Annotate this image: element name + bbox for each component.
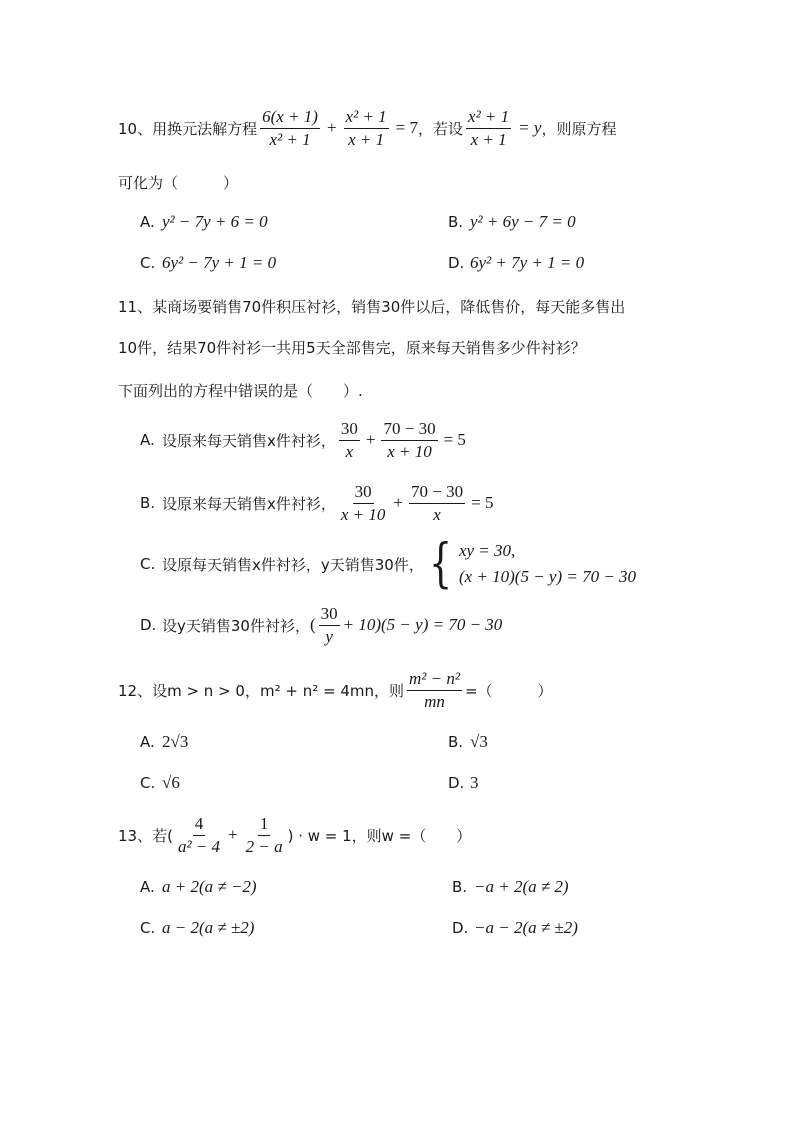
q10-text3: ，则原方程 — [541, 119, 617, 138]
q13-number: 13、 — [118, 826, 153, 845]
q12-option-a: A. 2√3 — [140, 732, 189, 751]
q11-option-a: A. 设原来每天销售x件衬衫， $\frac{30}{x}$ + $\frac{70 - 30}{x + 10}$ = 5 — [140, 418, 466, 461]
q12-stem: 12、 设m > n > 0，m² + n² = 4mn，则 $\frac{\text{m² − n²}}{mn}$ =（ ） — [118, 668, 553, 711]
q12-option-c: C. √6 — [140, 773, 180, 792]
q13-option-d: D. −a − 2(a ≠ ±2) — [452, 918, 578, 937]
q13-option-b: B. −a + 2(a ≠ 2) — [452, 877, 569, 896]
q10-text1: 用换元法解方程 — [152, 119, 258, 138]
q10-option-a: A. y² − 7y + 6 = 0 — [140, 212, 268, 231]
q13-option-c: C. a − 2(a ≠ ±2) — [140, 918, 255, 937]
q10-eq-fraction-1: $\frac{6(x + 1)}{\text{x² + 1}}$ — [262, 106, 318, 149]
q11-stem-line2: 10件，结果70件衬衫一共用5天全部售完，原来每天销售多少件衬衫？ — [118, 338, 586, 357]
q11-stem-line3: 下面列出的方程中错误的是（ ）. — [118, 381, 363, 400]
q13-option-a: A. a + 2(a ≠ −2) — [140, 877, 257, 896]
q10-number: 10、 — [118, 119, 153, 138]
q13-stem: 13、 若( $\frac{4}{\text{a² − 4}}$ + $\frac{1}{2 - a}$ ) · w = 1，则w =（ ） — [118, 813, 472, 856]
q11-option-b: B. 设原来每天销售x件衬衫， $\frac{30}{x + 10}$ + $\frac{70 - 30}{x}$ = 5 — [140, 481, 494, 524]
q10-option-c: C. 6y² − 7y + 1 = 0 — [140, 253, 277, 272]
q12-fraction: $\frac{\text{m² − n²}}{mn}$ — [408, 668, 460, 711]
left-brace: { — [428, 534, 452, 594]
q12-number: 12、 — [118, 681, 153, 700]
q11-number: 11、 — [118, 297, 153, 316]
q11-stem-line1: 11、 某商场要销售70件积压衬衫，销售30件以后，降低售价，每天能多售出 — [118, 297, 626, 316]
q10-option-d: D. 6y² + 7y + 1 = 0 — [448, 253, 585, 272]
q10-option-b: B. y² + 6y − 7 = 0 — [448, 212, 576, 231]
q11-option-c: C. 设原每天销售x件衬衫，y天销售30件， { xy = 30, (x + 10)(5 − y) = 70 − 30 — [140, 534, 637, 594]
q10-text2: ，若设 — [418, 119, 464, 138]
q12-option-b: B. √3 — [448, 732, 488, 751]
q10-eq-rhs: = 7 — [395, 118, 419, 137]
equation-system: xy = 30, (x + 10)(5 − y) = 70 − 30 — [458, 541, 637, 586]
q10-eq-fraction-2: $\frac{\text{x² + 1}}{x + 1}$ — [345, 106, 387, 149]
q12-option-d: D. 3 — [448, 773, 479, 792]
q11-option-d: D. 设y天销售30件衬衫， ( $\frac{30}{y}$ + 10)(5 − y) = 70 − 30 — [140, 603, 503, 646]
q10-sub-fraction: $\frac{\text{x² + 1}}{x + 1}$ — [468, 106, 510, 149]
q10-stem-line1: 10、 用换元法解方程 $\frac{6(x + 1)}{\text{x² + 1}}$ + $\frac{\text{x² + 1}}{x + 1}$ = 7 ，若设 $\frac{\text{x² + 1}}{x + 1}$ = y ，则原方程 — [118, 106, 617, 149]
q10-sub-rhs: = y — [518, 118, 542, 137]
q10-stem-line2: 可化为（ ） — [118, 173, 239, 192]
